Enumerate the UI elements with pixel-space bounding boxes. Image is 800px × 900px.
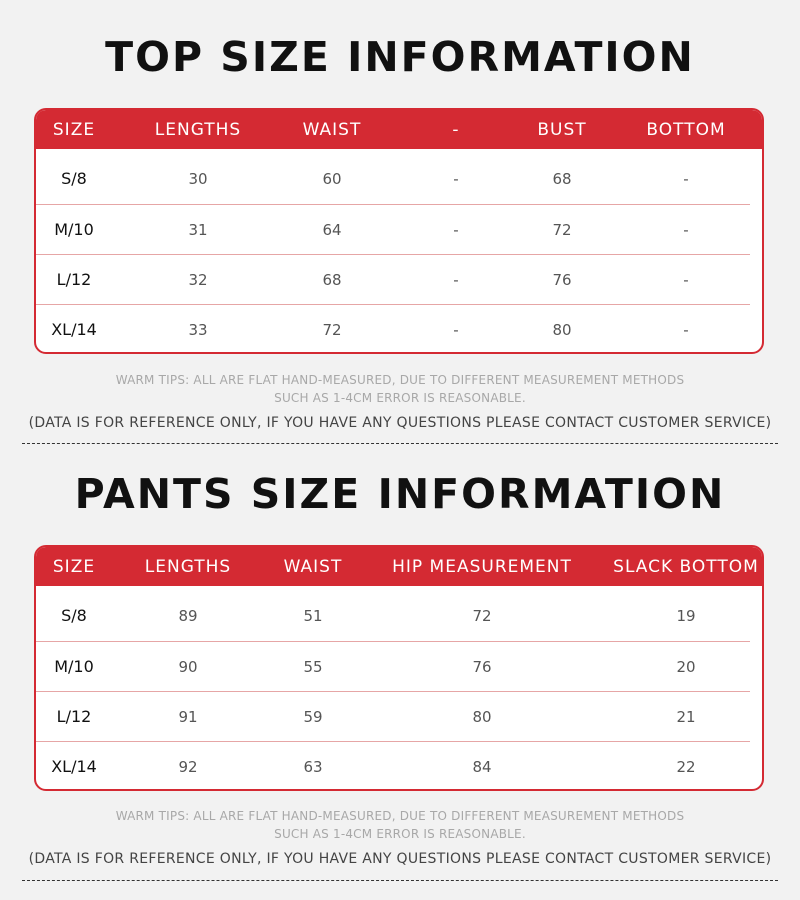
top-cell-lengths: 32 bbox=[188, 271, 208, 289]
pants-cell-slack-bottom: 21 bbox=[676, 708, 696, 726]
pants-cell-waist: 55 bbox=[303, 658, 323, 676]
pants-table-header bbox=[36, 547, 762, 586]
pants-header-size: SIZE bbox=[52, 557, 96, 577]
pants-cell-hip: 80 bbox=[472, 708, 492, 726]
pants-header-lengths: LENGTHS bbox=[144, 557, 232, 577]
pants-header-waist: WAIST bbox=[283, 557, 343, 577]
top-table-header bbox=[36, 110, 762, 149]
top-cell-bust: 72 bbox=[552, 221, 572, 239]
pants-cell-lengths: 92 bbox=[178, 758, 198, 776]
section-divider bbox=[22, 443, 778, 444]
top-cell-blank: - bbox=[453, 271, 459, 289]
top-cell-waist: 60 bbox=[322, 170, 342, 188]
table-row bbox=[36, 255, 762, 305]
pants-cell-size: S/8 bbox=[61, 606, 87, 625]
pants-header-hip: HIP MEASUREMENT bbox=[392, 557, 572, 577]
table-row bbox=[36, 591, 762, 641]
table-row bbox=[36, 742, 762, 791]
pants-cell-slack-bottom: 20 bbox=[676, 658, 696, 676]
top-cell-waist: 64 bbox=[322, 221, 342, 239]
pants-cell-lengths: 90 bbox=[178, 658, 198, 676]
section-divider bbox=[22, 880, 778, 881]
pants-cell-hip: 84 bbox=[472, 758, 492, 776]
pants-cell-size: L/12 bbox=[56, 707, 92, 726]
top-header-size: SIZE bbox=[52, 120, 96, 140]
top-cell-waist: 72 bbox=[322, 321, 342, 339]
top-cell-blank: - bbox=[453, 221, 459, 239]
top-cell-size: S/8 bbox=[61, 169, 87, 188]
pants-cell-waist: 59 bbox=[303, 708, 323, 726]
top-cell-lengths: 30 bbox=[188, 170, 208, 188]
pants-cell-size: M/10 bbox=[54, 657, 94, 676]
top-size-table bbox=[34, 108, 764, 354]
top-cell-bottom: - bbox=[683, 321, 689, 339]
top-header-lengths: LENGTHS bbox=[154, 120, 242, 140]
pants-reference-note: (DATA IS FOR REFERENCE ONLY, IF YOU HAVE ANY QUESTIONS PLEASE CONTACT CUSTOMER SERVICE) bbox=[28, 851, 772, 867]
top-cell-lengths: 31 bbox=[188, 221, 208, 239]
table-row bbox=[36, 305, 762, 354]
table-row bbox=[36, 642, 762, 692]
top-size-title: TOP SIZE INFORMATION bbox=[105, 33, 695, 81]
pants-size-table bbox=[34, 545, 764, 791]
top-warm-tip-line2: SUCH AS 1-4CM ERROR IS REASONABLE. bbox=[274, 391, 526, 405]
top-cell-size: M/10 bbox=[54, 220, 94, 239]
top-warm-tip-line1: WARM TIPS: ALL ARE FLAT HAND-MEASURED, DUE TO DIFFERENT MEASUREMENT METHODS bbox=[115, 373, 685, 387]
pants-warm-tip-line2: SUCH AS 1-4CM ERROR IS REASONABLE. bbox=[274, 827, 526, 841]
top-reference-note: (DATA IS FOR REFERENCE ONLY, IF YOU HAVE ANY QUESTIONS PLEASE CONTACT CUSTOMER SERVICE) bbox=[28, 415, 772, 431]
table-row bbox=[36, 692, 762, 742]
top-cell-blank: - bbox=[453, 170, 459, 188]
top-header-bottom: BOTTOM bbox=[646, 120, 726, 140]
pants-header-slack-bottom: SLACK BOTTOM bbox=[613, 557, 759, 577]
pants-size-title: PANTS SIZE INFORMATION bbox=[74, 470, 726, 518]
pants-cell-slack-bottom: 19 bbox=[676, 607, 696, 625]
top-cell-bust: 76 bbox=[552, 271, 572, 289]
top-cell-bust: 80 bbox=[552, 321, 572, 339]
pants-cell-lengths: 89 bbox=[178, 607, 198, 625]
pants-cell-hip: 76 bbox=[472, 658, 492, 676]
top-header-waist: WAIST bbox=[302, 120, 362, 140]
top-header-bust: BUST bbox=[537, 120, 587, 140]
top-cell-bottom: - bbox=[683, 170, 689, 188]
pants-cell-lengths: 91 bbox=[178, 708, 198, 726]
top-cell-waist: 68 bbox=[322, 271, 342, 289]
pants-warm-tip-line1: WARM TIPS: ALL ARE FLAT HAND-MEASURED, DUE TO DIFFERENT MEASUREMENT METHODS bbox=[115, 809, 685, 823]
top-cell-lengths: 33 bbox=[188, 321, 208, 339]
table-row bbox=[36, 205, 762, 255]
top-cell-bottom: - bbox=[683, 271, 689, 289]
top-cell-blank: - bbox=[453, 321, 459, 339]
top-cell-size: XL/14 bbox=[51, 320, 97, 339]
table-row bbox=[36, 154, 762, 204]
pants-cell-size: XL/14 bbox=[51, 757, 97, 776]
pants-cell-hip: 72 bbox=[472, 607, 492, 625]
pants-cell-waist: 63 bbox=[303, 758, 323, 776]
top-header-blank: - bbox=[452, 120, 460, 140]
top-cell-bust: 68 bbox=[552, 170, 572, 188]
pants-cell-waist: 51 bbox=[303, 607, 323, 625]
top-cell-bottom: - bbox=[683, 221, 689, 239]
pants-cell-slack-bottom: 22 bbox=[676, 758, 696, 776]
top-cell-size: L/12 bbox=[56, 270, 92, 289]
